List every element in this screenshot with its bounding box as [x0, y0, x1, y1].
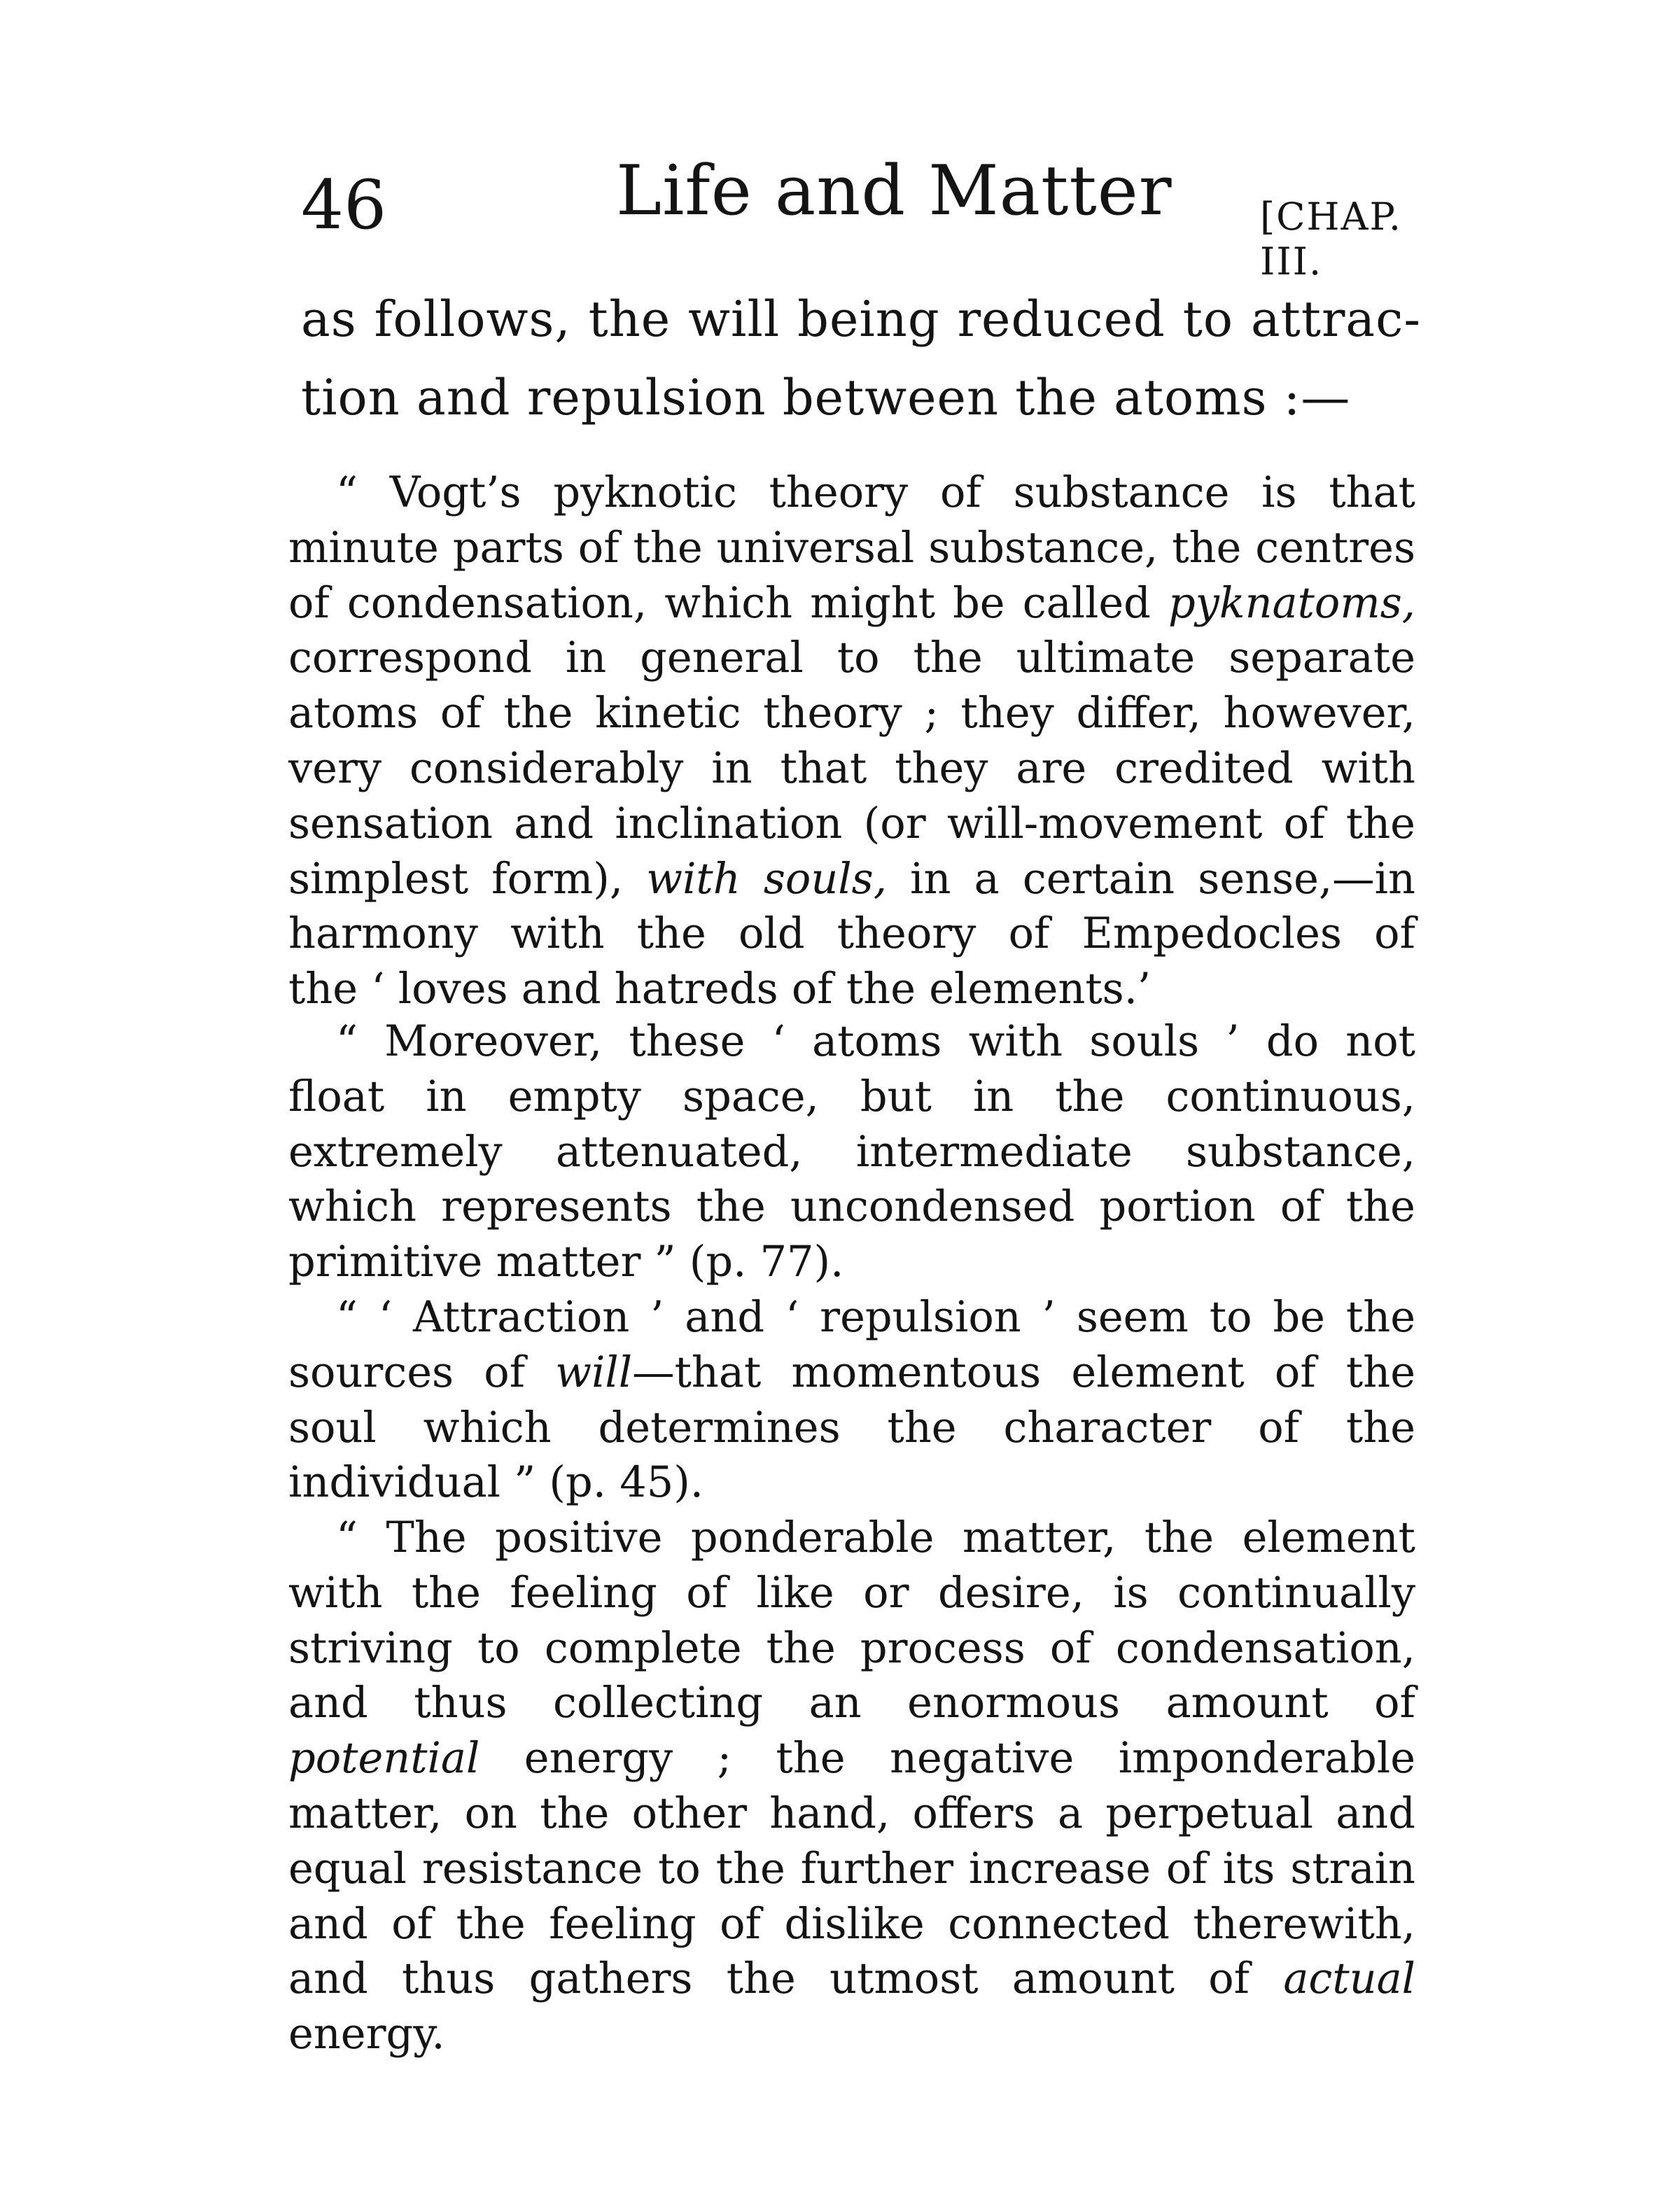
text-segment: sources of: [288, 1348, 526, 1397]
text-line: float in empty space, but in the continuous,: [288, 1072, 1415, 1121]
text-line: matter, on the other hand, offers a perpetual and: [288, 1788, 1415, 1838]
intro-paragraph: [301, 280, 1421, 437]
text-line: sensation and inclination (or will-movement of the: [288, 799, 1415, 848]
italic-term: will: [555, 1348, 633, 1397]
italic-term: pyknatoms,: [1168, 578, 1415, 628]
text-line: “ ‘ Attraction ’ and ‘ repulsion ’ seem to be the: [336, 1293, 1415, 1342]
text-line: and thus collecting an enormous amount of: [288, 1679, 1415, 1728]
text-line: “ Moreover, these ‘ atoms with souls ’ do not: [336, 1017, 1415, 1066]
text-line: atoms of the kinetic theory ; they differ, however,: [288, 689, 1415, 738]
text-segment: in a certain sense,—in: [886, 854, 1415, 904]
text-line: “ The positive ponderable matter, the element: [336, 1513, 1415, 1562]
text-line: soul which determines the character of the: [288, 1403, 1415, 1452]
text-line: energy.: [288, 2010, 445, 2059]
italic-term: actual: [1283, 1954, 1416, 2004]
text-line: and of the feeling of dislike connected therewith,: [288, 1899, 1415, 1949]
text-line: primitive matter ” (p. 77).: [288, 1238, 844, 1287]
page-number: 46: [301, 166, 387, 244]
text-line: extremely attenuated, intermediate substance,: [288, 1127, 1415, 1177]
text-line: [288, 576, 1415, 631]
text-line: [288, 1952, 1415, 2007]
running-title: Life and Matter: [616, 151, 1172, 231]
text-line: individual ” (p. 45).: [288, 1458, 704, 1508]
text-segment: energy ; the negative imponderable: [479, 1734, 1415, 1784]
text-line: as follows, the will being reduced to attrac-: [301, 290, 1421, 348]
text-line: [288, 1345, 1415, 1401]
chapter-reference: [CHAP. III.: [1260, 195, 1403, 284]
italic-term: potential: [288, 1734, 480, 1784]
text-line: correspond in general to the ultimate separate: [288, 634, 1415, 683]
text-segment: and thus gathers the utmost amount of: [288, 1954, 1250, 2004]
quotation-paragraph: [288, 1014, 1415, 1290]
text-line: which represents the uncondensed portion of the: [288, 1182, 1415, 1232]
text-line: tion and repulsion between the atoms :—: [301, 369, 1351, 426]
text-line: [288, 852, 1415, 907]
text-line: harmony with the old theory of Empedocles of: [288, 909, 1415, 959]
quotation-paragraph: [288, 1511, 1415, 2062]
text-line: striving to complete the process of condensation,: [288, 1623, 1415, 1673]
text-line: “ Vogt’s pyknotic theory of substance is that: [336, 468, 1415, 517]
text-line: with the feeling of like or desire, is continually: [288, 1568, 1415, 1618]
text-segment: of condensation, which might be called: [288, 578, 1151, 628]
text-line: equal resistance to the further increase of its strain: [288, 1844, 1415, 1893]
quotation-paragraph: [288, 1290, 1415, 1511]
italic-term: with souls,: [646, 854, 887, 904]
quotation-paragraph: [288, 465, 1415, 1017]
running-head: [301, 151, 1421, 284]
text-segment: —that momentous element of the: [632, 1348, 1415, 1397]
text-line: the ‘ loves and hatreds of the elements.’: [288, 965, 1152, 1014]
text-line: very considerably in that they are credited with: [288, 743, 1415, 793]
text-line: minute parts of the universal substance, the centres: [288, 523, 1415, 573]
text-segment: simplest form),: [288, 854, 624, 904]
text-line: [288, 1731, 1415, 1786]
